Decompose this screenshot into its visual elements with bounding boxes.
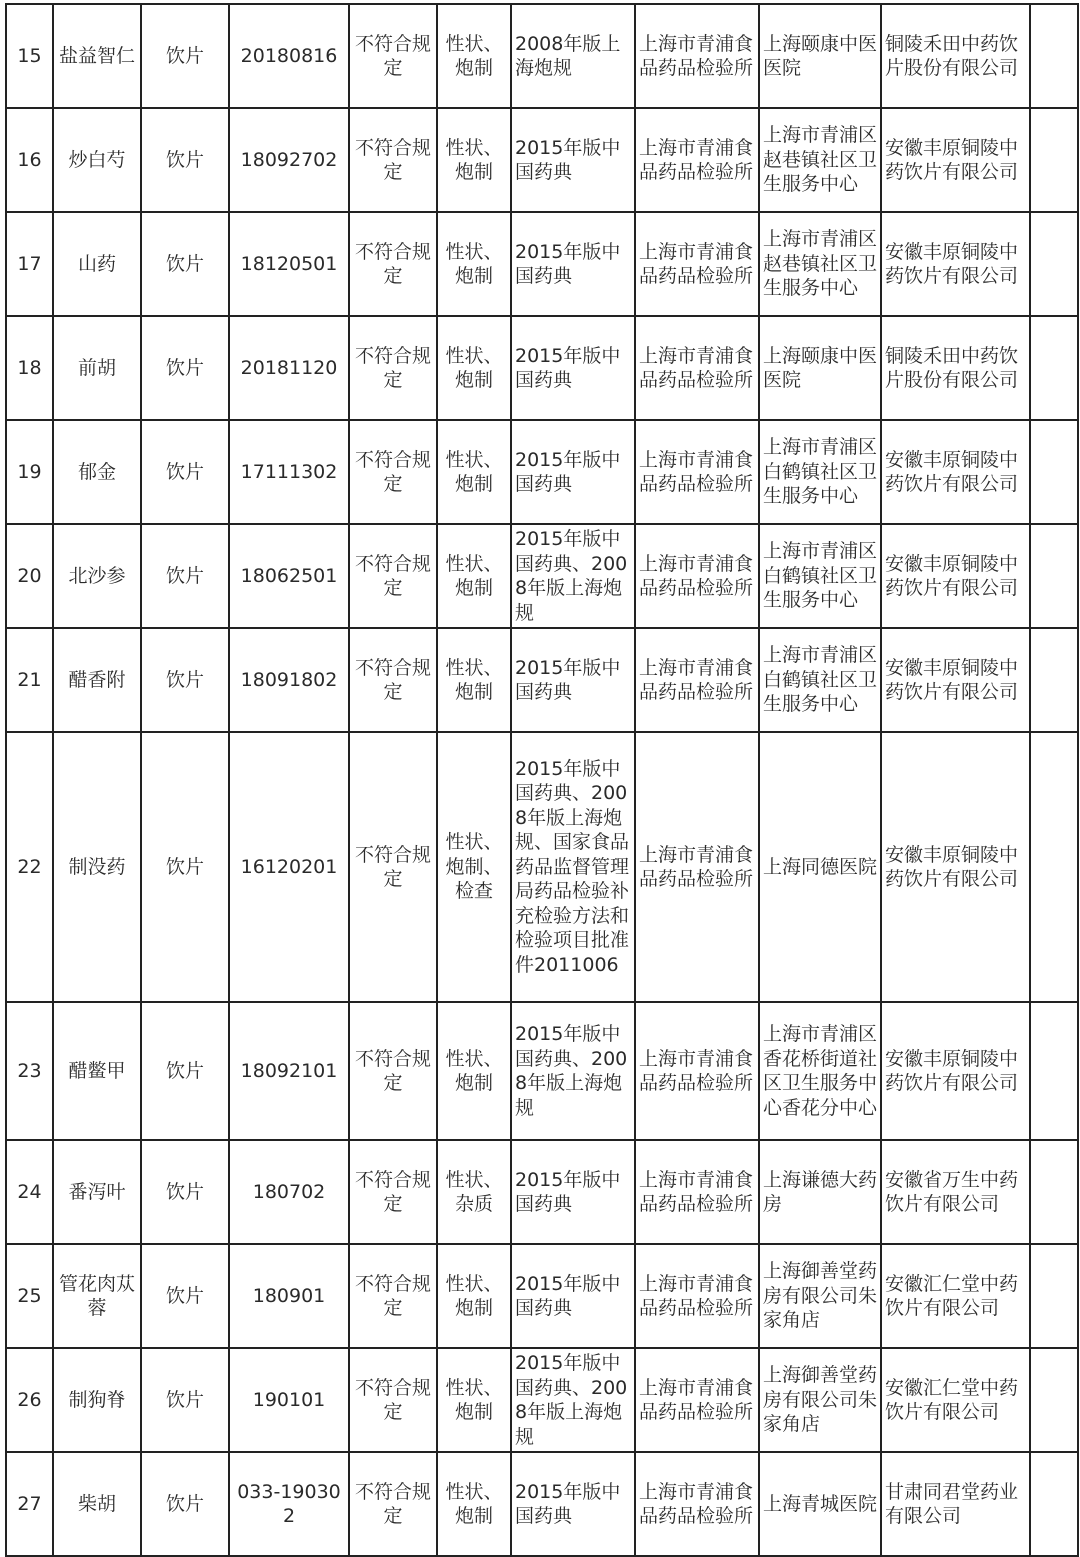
cell-testing-lab: 上海市青浦食品药品检验所 (635, 1002, 759, 1140)
cell-failed-items: 性状、炮制 (437, 524, 511, 628)
cell-verdict: 不符合规定 (349, 1002, 437, 1140)
cell-sampled-unit: 上海御善堂药房有限公司朱家角店 (759, 1244, 881, 1348)
table-row (6, 420, 1078, 524)
cell-manufacturer: 安徽丰原铜陵中药饮片有限公司 (881, 212, 1030, 316)
cell-failed-items: 性状、炮制 (437, 628, 511, 732)
cell-dosage-form: 饮片 (141, 628, 229, 732)
cell-empty (1030, 628, 1078, 732)
cell-test-basis: 2015年版中国药典、2008年版上海炮规 (511, 524, 635, 628)
cell-dosage-form: 饮片 (141, 1140, 229, 1244)
cell-drug-name: 番泻叶 (53, 1140, 141, 1244)
cell-testing-lab: 上海市青浦食品药品检验所 (635, 420, 759, 524)
cell-index: 17 (6, 212, 53, 316)
cell-empty (1030, 1002, 1078, 1140)
cell-manufacturer: 安徽省万生中药饮片有限公司 (881, 1140, 1030, 1244)
cell-sampled-unit: 上海谦德大药房 (759, 1140, 881, 1244)
table-body (6, 4, 1078, 1556)
cell-testing-lab: 上海市青浦食品药品检验所 (635, 1348, 759, 1452)
cell-empty (1030, 1452, 1078, 1556)
cell-testing-lab: 上海市青浦食品药品检验所 (635, 1452, 759, 1556)
cell-verdict: 不符合规定 (349, 1244, 437, 1348)
cell-verdict: 不符合规定 (349, 732, 437, 1002)
cell-testing-lab: 上海市青浦食品药品检验所 (635, 212, 759, 316)
cell-manufacturer: 安徽丰原铜陵中药饮片有限公司 (881, 524, 1030, 628)
cell-index: 23 (6, 1002, 53, 1140)
sampling-results-table (5, 3, 1079, 1557)
table-row (6, 1452, 1078, 1556)
cell-batch-number: 20181120 (229, 316, 349, 420)
cell-test-basis: 2015年版中国药典 (511, 316, 635, 420)
cell-test-basis: 2015年版中国药典 (511, 108, 635, 212)
cell-index: 18 (6, 316, 53, 420)
cell-test-basis: 2015年版中国药典、2008年版上海炮规 (511, 1348, 635, 1452)
cell-dosage-form: 饮片 (141, 1002, 229, 1140)
cell-verdict: 不符合规定 (349, 420, 437, 524)
cell-empty (1030, 4, 1078, 108)
cell-drug-name: 北沙参 (53, 524, 141, 628)
table-row (6, 524, 1078, 628)
cell-empty (1030, 420, 1078, 524)
cell-dosage-form: 饮片 (141, 524, 229, 628)
cell-drug-name: 盐益智仁 (53, 4, 141, 108)
cell-test-basis: 2015年版中国药典、2008年版上海炮规、国家食品药品监督管理局药品检验补充检验方法和检验项目批准件2011006 (511, 732, 635, 1002)
cell-index: 26 (6, 1348, 53, 1452)
cell-index: 15 (6, 4, 53, 108)
cell-batch-number: 18091802 (229, 628, 349, 732)
cell-sampled-unit: 上海御善堂药房有限公司朱家角店 (759, 1348, 881, 1452)
cell-drug-name: 管花肉苁蓉 (53, 1244, 141, 1348)
cell-test-basis: 2008年版上海炮规 (511, 4, 635, 108)
cell-failed-items: 性状、炮制 (437, 316, 511, 420)
cell-test-basis: 2015年版中国药典 (511, 1140, 635, 1244)
cell-sampled-unit: 上海同德医院 (759, 732, 881, 1002)
cell-sampled-unit: 上海颐康中医医院 (759, 316, 881, 420)
cell-batch-number: 17111302 (229, 420, 349, 524)
table-row (6, 1244, 1078, 1348)
cell-dosage-form: 饮片 (141, 732, 229, 1002)
cell-manufacturer: 安徽丰原铜陵中药饮片有限公司 (881, 732, 1030, 1002)
cell-dosage-form: 饮片 (141, 1244, 229, 1348)
cell-sampled-unit: 上海市青浦区赵巷镇社区卫生服务中心 (759, 108, 881, 212)
cell-sampled-unit: 上海市青浦区赵巷镇社区卫生服务中心 (759, 212, 881, 316)
cell-batch-number: 20180816 (229, 4, 349, 108)
table-row (6, 108, 1078, 212)
cell-verdict: 不符合规定 (349, 316, 437, 420)
cell-test-basis: 2015年版中国药典 (511, 420, 635, 524)
cell-empty (1030, 1244, 1078, 1348)
cell-verdict: 不符合规定 (349, 1140, 437, 1244)
cell-batch-number: 18062501 (229, 524, 349, 628)
cell-dosage-form: 饮片 (141, 1452, 229, 1556)
cell-batch-number: 033-190302 (229, 1452, 349, 1556)
cell-batch-number: 18092101 (229, 1002, 349, 1140)
cell-batch-number: 18092702 (229, 108, 349, 212)
cell-sampled-unit: 上海市青浦区白鹤镇社区卫生服务中心 (759, 420, 881, 524)
cell-dosage-form: 饮片 (141, 4, 229, 108)
cell-drug-name: 炒白芍 (53, 108, 141, 212)
cell-drug-name: 醋鳖甲 (53, 1002, 141, 1140)
table-row (6, 4, 1078, 108)
cell-sampled-unit: 上海市青浦区白鹤镇社区卫生服务中心 (759, 524, 881, 628)
table-row (6, 1348, 1078, 1452)
cell-index: 20 (6, 524, 53, 628)
table-row (6, 732, 1078, 1002)
cell-empty (1030, 212, 1078, 316)
cell-dosage-form: 饮片 (141, 212, 229, 316)
cell-failed-items: 性状、炮制 (437, 108, 511, 212)
cell-drug-name: 制没药 (53, 732, 141, 1002)
cell-manufacturer: 安徽汇仁堂中药饮片有限公司 (881, 1244, 1030, 1348)
cell-manufacturer: 安徽丰原铜陵中药饮片有限公司 (881, 108, 1030, 212)
cell-failed-items: 性状、炮制 (437, 420, 511, 524)
cell-testing-lab: 上海市青浦食品药品检验所 (635, 108, 759, 212)
cell-failed-items: 性状、炮制 (437, 212, 511, 316)
table-row (6, 212, 1078, 316)
cell-manufacturer: 铜陵禾田中药饮片股份有限公司 (881, 4, 1030, 108)
cell-index: 21 (6, 628, 53, 732)
cell-batch-number: 190101 (229, 1348, 349, 1452)
cell-testing-lab: 上海市青浦食品药品检验所 (635, 1244, 759, 1348)
table-row (6, 316, 1078, 420)
cell-testing-lab: 上海市青浦食品药品检验所 (635, 628, 759, 732)
cell-testing-lab: 上海市青浦食品药品检验所 (635, 1140, 759, 1244)
cell-failed-items: 性状、杂质 (437, 1140, 511, 1244)
cell-index: 24 (6, 1140, 53, 1244)
cell-index: 22 (6, 732, 53, 1002)
cell-index: 16 (6, 108, 53, 212)
cell-drug-name: 山药 (53, 212, 141, 316)
cell-index: 27 (6, 1452, 53, 1556)
cell-empty (1030, 524, 1078, 628)
cell-dosage-form: 饮片 (141, 420, 229, 524)
cell-testing-lab: 上海市青浦食品药品检验所 (635, 4, 759, 108)
cell-sampled-unit: 上海颐康中医医院 (759, 4, 881, 108)
table-row (6, 1002, 1078, 1140)
cell-drug-name: 制狗脊 (53, 1348, 141, 1452)
cell-testing-lab: 上海市青浦食品药品检验所 (635, 732, 759, 1002)
table-row (6, 1140, 1078, 1244)
cell-sampled-unit: 上海青城医院 (759, 1452, 881, 1556)
table-row (6, 628, 1078, 732)
cell-failed-items: 性状、炮制、检查 (437, 732, 511, 1002)
cell-test-basis: 2015年版中国药典 (511, 212, 635, 316)
cell-test-basis: 2015年版中国药典、2008年版上海炮规 (511, 1002, 635, 1140)
cell-empty (1030, 1348, 1078, 1452)
cell-testing-lab: 上海市青浦食品药品检验所 (635, 524, 759, 628)
cell-index: 25 (6, 1244, 53, 1348)
cell-verdict: 不符合规定 (349, 4, 437, 108)
cell-failed-items: 性状、炮制 (437, 1244, 511, 1348)
cell-sampled-unit: 上海市青浦区香花桥街道社区卫生服务中心香花分中心 (759, 1002, 881, 1140)
cell-drug-name: 郁金 (53, 420, 141, 524)
cell-manufacturer: 铜陵禾田中药饮片股份有限公司 (881, 316, 1030, 420)
cell-drug-name: 醋香附 (53, 628, 141, 732)
cell-test-basis: 2015年版中国药典 (511, 628, 635, 732)
cell-drug-name: 前胡 (53, 316, 141, 420)
cell-dosage-form: 饮片 (141, 1348, 229, 1452)
cell-empty (1030, 316, 1078, 420)
cell-sampled-unit: 上海市青浦区白鹤镇社区卫生服务中心 (759, 628, 881, 732)
cell-verdict: 不符合规定 (349, 628, 437, 732)
cell-failed-items: 性状、炮制 (437, 1452, 511, 1556)
cell-batch-number: 18120501 (229, 212, 349, 316)
cell-batch-number: 16120201 (229, 732, 349, 1002)
cell-empty (1030, 108, 1078, 212)
cell-manufacturer: 安徽汇仁堂中药饮片有限公司 (881, 1348, 1030, 1452)
cell-verdict: 不符合规定 (349, 108, 437, 212)
cell-manufacturer: 甘肃同君堂药业有限公司 (881, 1452, 1030, 1556)
cell-empty (1030, 1140, 1078, 1244)
cell-manufacturer: 安徽丰原铜陵中药饮片有限公司 (881, 628, 1030, 732)
cell-failed-items: 性状、炮制 (437, 1002, 511, 1140)
cell-verdict: 不符合规定 (349, 1452, 437, 1556)
cell-index: 19 (6, 420, 53, 524)
cell-verdict: 不符合规定 (349, 212, 437, 316)
cell-batch-number: 180901 (229, 1244, 349, 1348)
cell-dosage-form: 饮片 (141, 108, 229, 212)
cell-batch-number: 180702 (229, 1140, 349, 1244)
cell-verdict: 不符合规定 (349, 524, 437, 628)
cell-empty (1030, 732, 1078, 1002)
cell-failed-items: 性状、炮制 (437, 1348, 511, 1452)
cell-test-basis: 2015年版中国药典 (511, 1244, 635, 1348)
cell-verdict: 不符合规定 (349, 1348, 437, 1452)
cell-testing-lab: 上海市青浦食品药品检验所 (635, 316, 759, 420)
cell-test-basis: 2015年版中国药典 (511, 1452, 635, 1556)
cell-manufacturer: 安徽丰原铜陵中药饮片有限公司 (881, 420, 1030, 524)
cell-drug-name: 柴胡 (53, 1452, 141, 1556)
cell-dosage-form: 饮片 (141, 316, 229, 420)
cell-failed-items: 性状、炮制 (437, 4, 511, 108)
cell-manufacturer: 安徽丰原铜陵中药饮片有限公司 (881, 1002, 1030, 1140)
